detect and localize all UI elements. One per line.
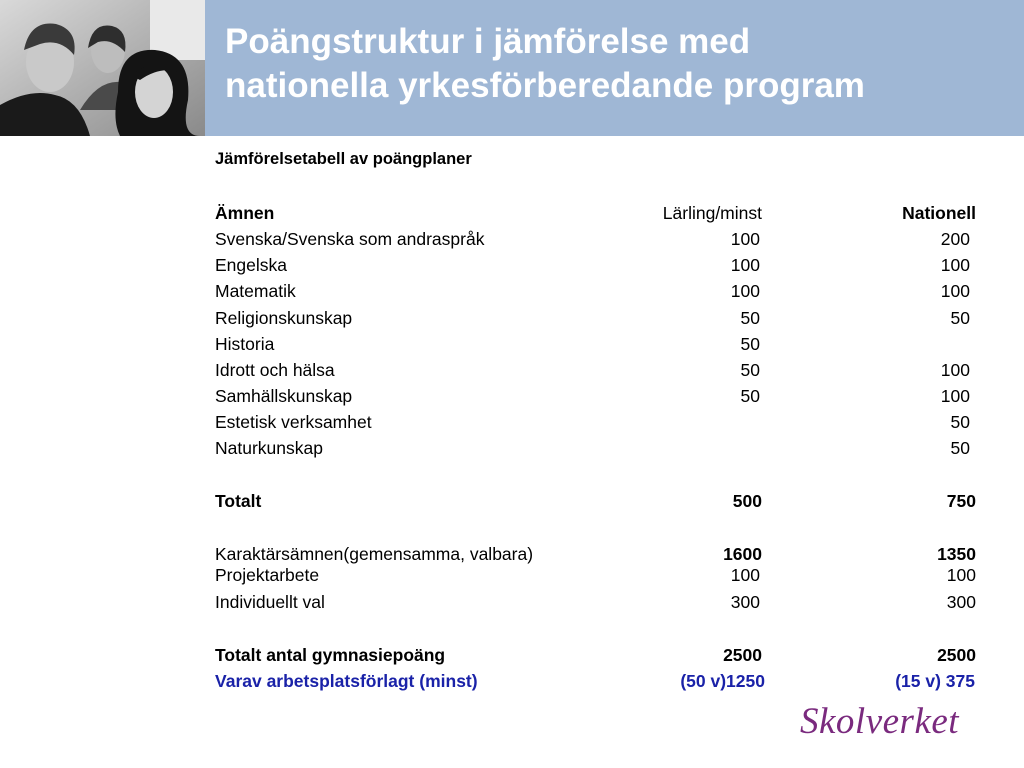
national-cell: 1350	[937, 544, 976, 564]
apprentice-cell: 50	[740, 334, 760, 354]
column-header-apprentice: Lärling/minst	[662, 203, 762, 223]
column-header-subjects: Ämnen	[215, 203, 275, 223]
national-cell: 100	[940, 255, 970, 275]
apprentice-cell: 50	[740, 386, 760, 406]
grand-total-row	[215, 643, 985, 667]
national-cell: 2500	[937, 645, 976, 665]
national-cell: (15 v) 375	[895, 671, 975, 691]
national-cell: 750	[946, 491, 976, 511]
table-row	[215, 563, 985, 587]
slide-title-line-2: nationella yrkesförberedande program	[225, 66, 865, 105]
slide-title-line-1: Poängstruktur i jämförelse med	[225, 22, 751, 61]
table-row	[215, 436, 985, 460]
subject-cell: Estetisk verksamhet	[215, 412, 372, 432]
subject-cell: Engelska	[215, 255, 287, 275]
apprentice-cell: 50	[740, 308, 760, 328]
subject-cell: Projektarbete	[215, 565, 320, 585]
total-row	[215, 489, 985, 513]
header-photo	[0, 0, 205, 136]
subject-cell: Svenska/Svenska som andraspråk	[215, 229, 485, 249]
national-cell: 50	[950, 308, 970, 328]
apprentice-cell: (50 v)1250	[680, 671, 765, 691]
workplace-row	[215, 669, 985, 693]
table-row	[215, 253, 985, 277]
table-caption: Jämförelsetabell av poängplaner	[215, 150, 472, 168]
slide-title	[225, 20, 1015, 108]
apprentice-cell: 100	[730, 565, 760, 585]
column-header-national: Nationell	[902, 203, 976, 223]
apprentice-cell: 300	[730, 592, 760, 612]
apprentice-cell: 100	[730, 281, 760, 301]
table-header-row	[215, 201, 985, 225]
national-cell: 50	[950, 412, 970, 432]
national-cell: 100	[946, 565, 976, 585]
apprentice-cell: 1600	[723, 544, 762, 564]
table-row	[215, 384, 985, 408]
table-row	[215, 410, 985, 434]
skolverket-logo: Skolverket	[800, 701, 960, 742]
national-cell: 200	[940, 229, 970, 249]
subject-cell: Naturkunskap	[215, 438, 323, 458]
subject-cell: Matematik	[215, 281, 296, 301]
apprentice-cell: 2500	[723, 645, 762, 665]
national-cell: 100	[940, 360, 970, 380]
table-row	[215, 358, 985, 382]
national-cell: 100	[940, 281, 970, 301]
apprentice-cell: 100	[730, 255, 760, 275]
subject-cell: Individuellt val	[215, 592, 325, 612]
subject-cell: Totalt	[215, 491, 262, 511]
subject-cell: Religionskunskap	[215, 308, 353, 328]
national-cell: 300	[946, 592, 976, 612]
apprentice-cell: 500	[732, 491, 762, 511]
subject-cell: Totalt antal gymnasiepoäng	[215, 645, 446, 665]
subject-cell: Varav arbetsplatsförlagt (minst)	[215, 671, 478, 691]
table-row	[215, 332, 985, 356]
table-row	[215, 227, 985, 251]
table-row	[215, 306, 985, 330]
subject-cell: Karaktärsämnen(gemensamma, valbara)	[215, 544, 534, 564]
apprentice-cell: 50	[740, 360, 760, 380]
apprentice-cell: 100	[730, 229, 760, 249]
table-row	[215, 590, 985, 614]
subject-cell: Historia	[215, 334, 275, 354]
subject-cell: Idrott och hälsa	[215, 360, 335, 380]
national-cell: 100	[940, 386, 970, 406]
national-cell: 50	[950, 438, 970, 458]
table-row	[215, 279, 985, 303]
subject-cell: Samhällskunskap	[215, 386, 353, 406]
